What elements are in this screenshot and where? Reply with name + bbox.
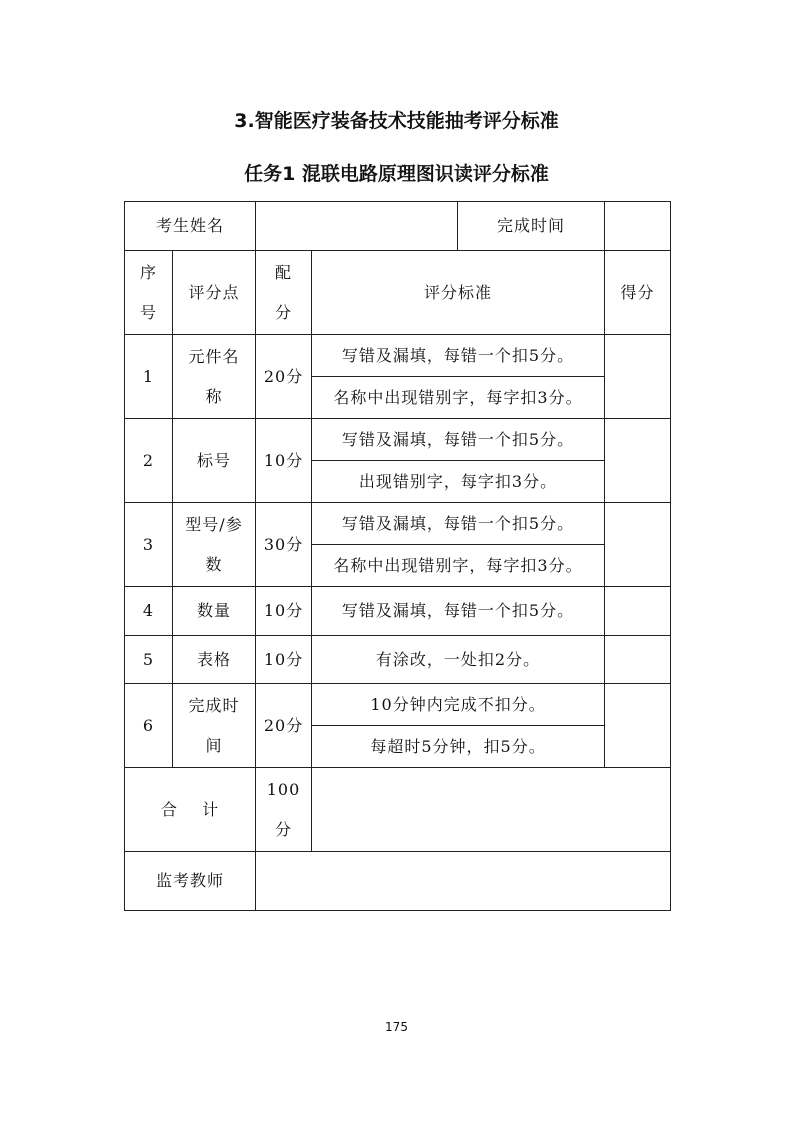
- header-seq-line2: 号: [139, 302, 157, 322]
- row-point-line1: 元件名: [188, 346, 240, 366]
- row-number: 3: [125, 503, 173, 587]
- row-criteria-1: 写错及漏填，每错一个扣5分。: [312, 503, 605, 545]
- header-criteria: 评分标准: [312, 251, 605, 335]
- examinee-name-label: 考生姓名: [125, 202, 256, 251]
- row-score: 10分: [256, 587, 312, 636]
- header-score: [256, 251, 312, 335]
- proctor-signature-field[interactable]: [256, 852, 671, 911]
- page-number: 175: [385, 1020, 408, 1034]
- proctor-label: 监考教师: [125, 852, 256, 911]
- row-point-line2: 间: [205, 735, 223, 755]
- table-row: [125, 636, 671, 684]
- total-score-line2: 分: [275, 819, 293, 839]
- table-row: [125, 684, 671, 726]
- row-criteria-1: 写错及漏填，每错一个扣5分。: [312, 419, 605, 461]
- row-score: 30分: [256, 503, 312, 587]
- total-score-line1: 100: [266, 779, 301, 799]
- row-criteria-1: 10分钟内完成不扣分。: [312, 684, 605, 726]
- row-criteria-2: 每超时5分钟，扣5分。: [312, 726, 605, 768]
- row-number: 4: [125, 587, 173, 636]
- completion-time-field[interactable]: [605, 202, 671, 251]
- row-point-line1: 完成时: [188, 695, 240, 715]
- total-label: 合 计: [125, 768, 256, 852]
- document-title: 3.智能医疗装备技术技能抽考评分标准: [234, 110, 559, 132]
- row-criteria-1: 写错及漏填，每错一个扣5分。: [312, 335, 605, 377]
- header-got: 得分: [605, 251, 671, 335]
- row-score: 10分: [256, 419, 312, 503]
- row-number: 6: [125, 684, 173, 768]
- row-point-line2: 称: [205, 386, 223, 406]
- row-point: 表格: [173, 636, 256, 684]
- row-point-line2: 数: [205, 554, 223, 574]
- row-got-field[interactable]: [605, 636, 671, 684]
- header-row: [125, 251, 671, 335]
- total-got-field[interactable]: [312, 768, 671, 852]
- row-got-field[interactable]: [605, 335, 671, 419]
- row-got-field[interactable]: [605, 684, 671, 768]
- header-seq: [125, 251, 173, 335]
- row-point: [173, 503, 256, 587]
- row-score: 20分: [256, 684, 312, 768]
- header-seq-line1: 序: [139, 262, 157, 282]
- table-row: [125, 419, 671, 461]
- total-row: [125, 768, 671, 852]
- row-criteria-1: 有涂改，一处扣2分。: [312, 636, 605, 684]
- table-row: [125, 503, 671, 545]
- row-point: [173, 335, 256, 419]
- proctor-row: [125, 852, 671, 911]
- row-number: 5: [125, 636, 173, 684]
- table-row: [125, 587, 671, 636]
- row-criteria-2: 出现错别字，每字扣3分。: [312, 461, 605, 503]
- row-point-line1: 型号/参: [185, 514, 243, 534]
- examinee-name-field[interactable]: [256, 202, 458, 251]
- row-score: 20分: [256, 335, 312, 419]
- completion-time-label: 完成时间: [458, 202, 605, 251]
- header-score-line2: 分: [275, 302, 293, 322]
- row-got-field[interactable]: [605, 419, 671, 503]
- row-criteria-1: 写错及漏填，每错一个扣5分。: [312, 587, 605, 636]
- row-point: 数量: [173, 587, 256, 636]
- row-number: 1: [125, 335, 173, 419]
- header-point: 评分点: [173, 251, 256, 335]
- row-got-field[interactable]: [605, 503, 671, 587]
- table-title: 任务1 混联电路原理图识读评分标准: [244, 163, 549, 185]
- info-row: [125, 202, 671, 251]
- total-score: [256, 768, 312, 852]
- row-point: 标号: [173, 419, 256, 503]
- scoring-table: [124, 201, 671, 911]
- header-score-line1: 配: [275, 262, 293, 282]
- row-criteria-2: 名称中出现错别字，每字扣3分。: [312, 545, 605, 587]
- row-point: [173, 684, 256, 768]
- row-got-field[interactable]: [605, 587, 671, 636]
- table-row: [125, 335, 671, 377]
- row-criteria-2: 名称中出现错别字，每字扣3分。: [312, 377, 605, 419]
- row-number: 2: [125, 419, 173, 503]
- row-score: 10分: [256, 636, 312, 684]
